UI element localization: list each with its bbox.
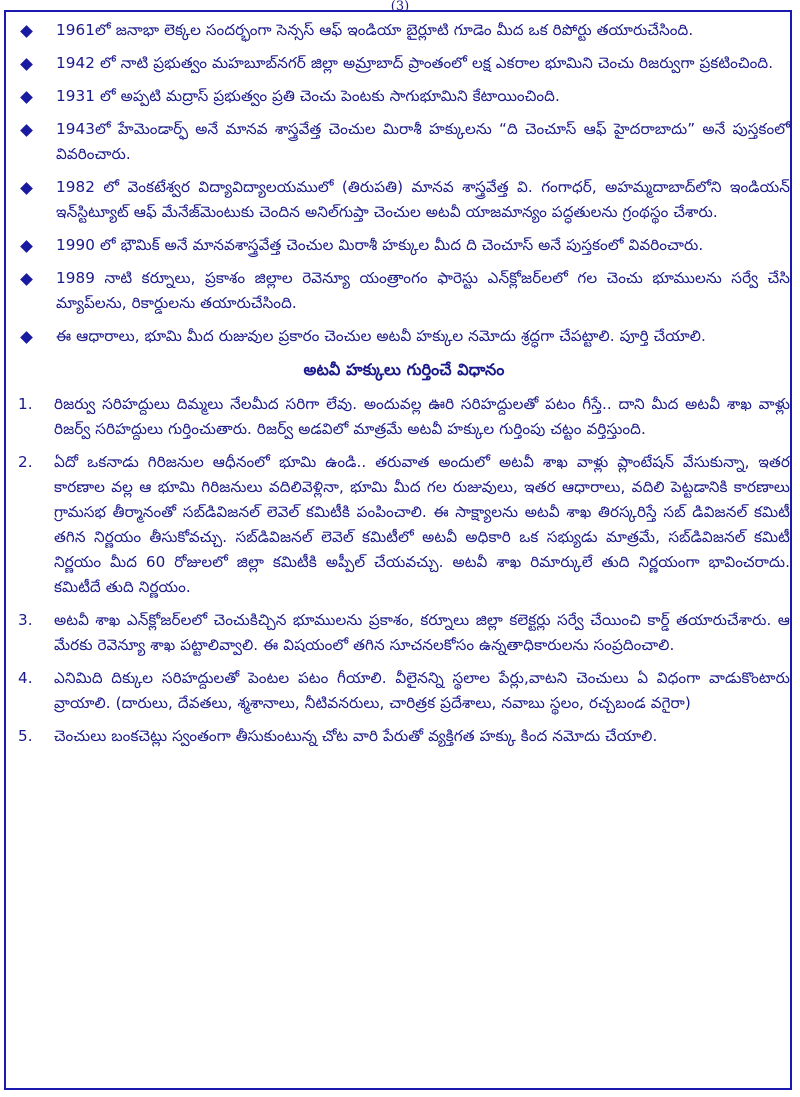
- diamond-bullet-icon: [20, 331, 33, 344]
- diamond-bullet-icon: [20, 240, 33, 253]
- bullet-item: 1989 నాటి కర్నూలు, ప్రకాశం జిల్లాల రెవెన్యూ యంత్రాంగం ఫారెస్టు ఎన్‌క్లోజర్‌లలో గల చెంచు భూములను సర్వే చేసి మ్యాప్‌లను, రికార్డులను తయారుచేసింది.: [18, 266, 790, 316]
- bullet-item: ఈ ఆధారాలు, భూమి మీద రుజువుల ప్రకారం చెంచుల అటవీ హక్కుల నమోదు శ్రద్ధగా చేపట్టాలి. పూర్తి చేయాలి.: [18, 324, 790, 349]
- item-number: 4.: [18, 669, 33, 687]
- numbered-item: 2. ఏదో ఒకనాడు గిరిజనుల ఆధీనంలో భూమి ఉండి.. తరువాత అందులో అటవీ శాఖ వాళ్లు ప్లాంటేషన్ వేసుకున్నా, ఇతర కారణాల వల్ల ఆ భూమి గిరిజనులు వదిలివెళ్లినా, భూమి మీద గల రుజువులు, ఇతర ఆధారాలు, వదిలి పెట్టడానికి కారణాలు గ్రామసభ తీర్మానంతో సబ్‌డివిజనల్ లెవెల్ కమిటీకి పంపించాలి. ఈ సాక్ష్యాలను అటవీ శాఖ తిరస్కరిస్తే సబ్ డివిజనల్ కమిటీ తగిన నిర్ణయం తీసుకోవచ్చు. సబ్‌డివిజనల్ లెవెల్ కమిటీలో అటవీ అధికారి ఒక సభ్యుడు మాత్రమే, సబ్‌డివిజనల్ కమిటీ నిర్ణయం మీద 60 రోజులలో జిల్లా కమిటీకి అప్పీల్ చేయవచ్చు. అటవీ శాఖ రిమార్కులే తుది నిర్ణయంగా భావించరాదు. కమిటీదే తుది నిర్ణయం.: [18, 450, 790, 600]
- item-number: 1.: [18, 395, 33, 413]
- document-body: [18, 18, 790, 749]
- bullet-item: 1943లో హేమెండార్ఫ్ అనే మానవ శాస్త్రవేత్త చెంచుల మిరాశీ హక్కులను “ది చెంచూస్ ఆఫ్ హైదరాబాదు” అనే పుస్తకంలో వివరించారు.: [18, 117, 790, 167]
- bullet-item: 1990 లో భౌమిక్ అనే మానవశాస్త్రవేత్త చెంచుల మిరాశీ హక్కుల మీద ది చెంచూస్ అనే పుస్తకంలో వివరించారు.: [18, 233, 790, 258]
- bullet-list: [18, 18, 790, 349]
- bullet-item: 1942 లో నాటి ప్రభుత్వం మహబూబ్‌నగర్ జిల్లా అమ్రాబాద్ ప్రాంతంలో లక్ష ఎకరాల భూమిని చెంచు రిజర్వుగా ప్రకటించింది.: [18, 51, 790, 76]
- bullet-item: 1931 లో అప్పటి మద్రాస్ ప్రభుత్వం ప్రతి చెంచు పెంటకు సాగుభూమిని కేటాయించింది.: [18, 84, 790, 109]
- bullet-item: 1961లో జనాభా లెక్కల సందర్భంగా సెన్సస్ ఆఫ్ ఇండియా బైర్లూటి గూడెం మీద ఒక రిపోర్టు తయారుచేసింది.: [18, 18, 790, 43]
- numbered-item: 1. రిజర్వు సరిహద్దులు దిమ్మలు నేలమీద సరిగా లేవు. అందువల్ల ఊరి సరిహద్దులతో పటం గీస్తే.. దాని మీద అటవీ శాఖ వాళ్లు రిజర్వ్ సరిహద్దులు గుర్తించుతారు. రిజర్వ్ అడవిలో మాత్రమే అటవీ హక్కుల గుర్తింపు చట్టం వర్తిస్తుంది.: [18, 392, 790, 442]
- item-number: 2.: [18, 453, 33, 471]
- item-number: 5.: [18, 727, 33, 745]
- numbered-item: 4. ఎనిమిది దిక్కుల సరిహద్దులతో పెంటల పటం గీయాలి. వీలైనన్ని స్థలాల పేర్లు,వాటని చెంచులు ఏ విధంగా వాడుకొంటారు వ్రాయాలి. (దారులు, దేవతలు, శ్మశానాలు, నీటివనరులు, చారిత్రక ప్రదేశాలు, నవాబు స్థలం, రచ్చబండ వగైరా): [18, 666, 790, 716]
- diamond-bullet-icon: [20, 273, 33, 286]
- page-number: (3): [390, 0, 410, 14]
- numbered-item: 3. అటవీ శాఖ ఎన్‌క్లోజర్‌లలో చెంచుకిచ్చిన భూములను ప్రకాశం, కర్నూలు జిల్లా కలెక్టర్లు సర్వే చేయించి కార్డ్ తయారుచేశారు. ఆ మేరకు రెవెన్యూ శాఖ పట్టాలివ్వాలి. ఈ విషయంలో తగిన సూచనలకోసం ఉన్నతాధికారులను సంప్రదించాలి.: [18, 608, 790, 658]
- diamond-bullet-icon: [20, 182, 33, 195]
- diamond-bullet-icon: [20, 124, 33, 137]
- diamond-bullet-icon: [20, 58, 33, 71]
- numbered-list: [18, 392, 790, 749]
- item-number: 3.: [18, 611, 33, 629]
- numbered-item: 5. చెంచులు బంకచెట్లు స్వంతంగా తీసుకుంటున్న చోట వారి పేరుతో వ్యక్తిగత హక్కు కింద నమోదు చేయాలి.: [18, 724, 790, 749]
- bullet-item: 1982 లో వెంకటేశ్వర విద్యావిద్యాలయములో (తిరుపతి) మానవ శాస్త్రవేత్త వి. గంగాధర్, అహమ్మదాబాద్‌లోని ఇండియన్ ఇన్‌స్టిట్యూట్ ఆఫ్ మేనేజ్‌మెంటుకు చెందిన అనిల్‌గుప్తా చెంచుల అటవీ యాజమాన్యం పద్ధతులను గ్రంథస్థం చేశారు.: [18, 175, 790, 225]
- section-heading: అటవీ హక్కులు గుర్తించే విధానం: [303, 360, 505, 379]
- diamond-bullet-icon: [20, 91, 33, 104]
- diamond-bullet-icon: [20, 25, 33, 38]
